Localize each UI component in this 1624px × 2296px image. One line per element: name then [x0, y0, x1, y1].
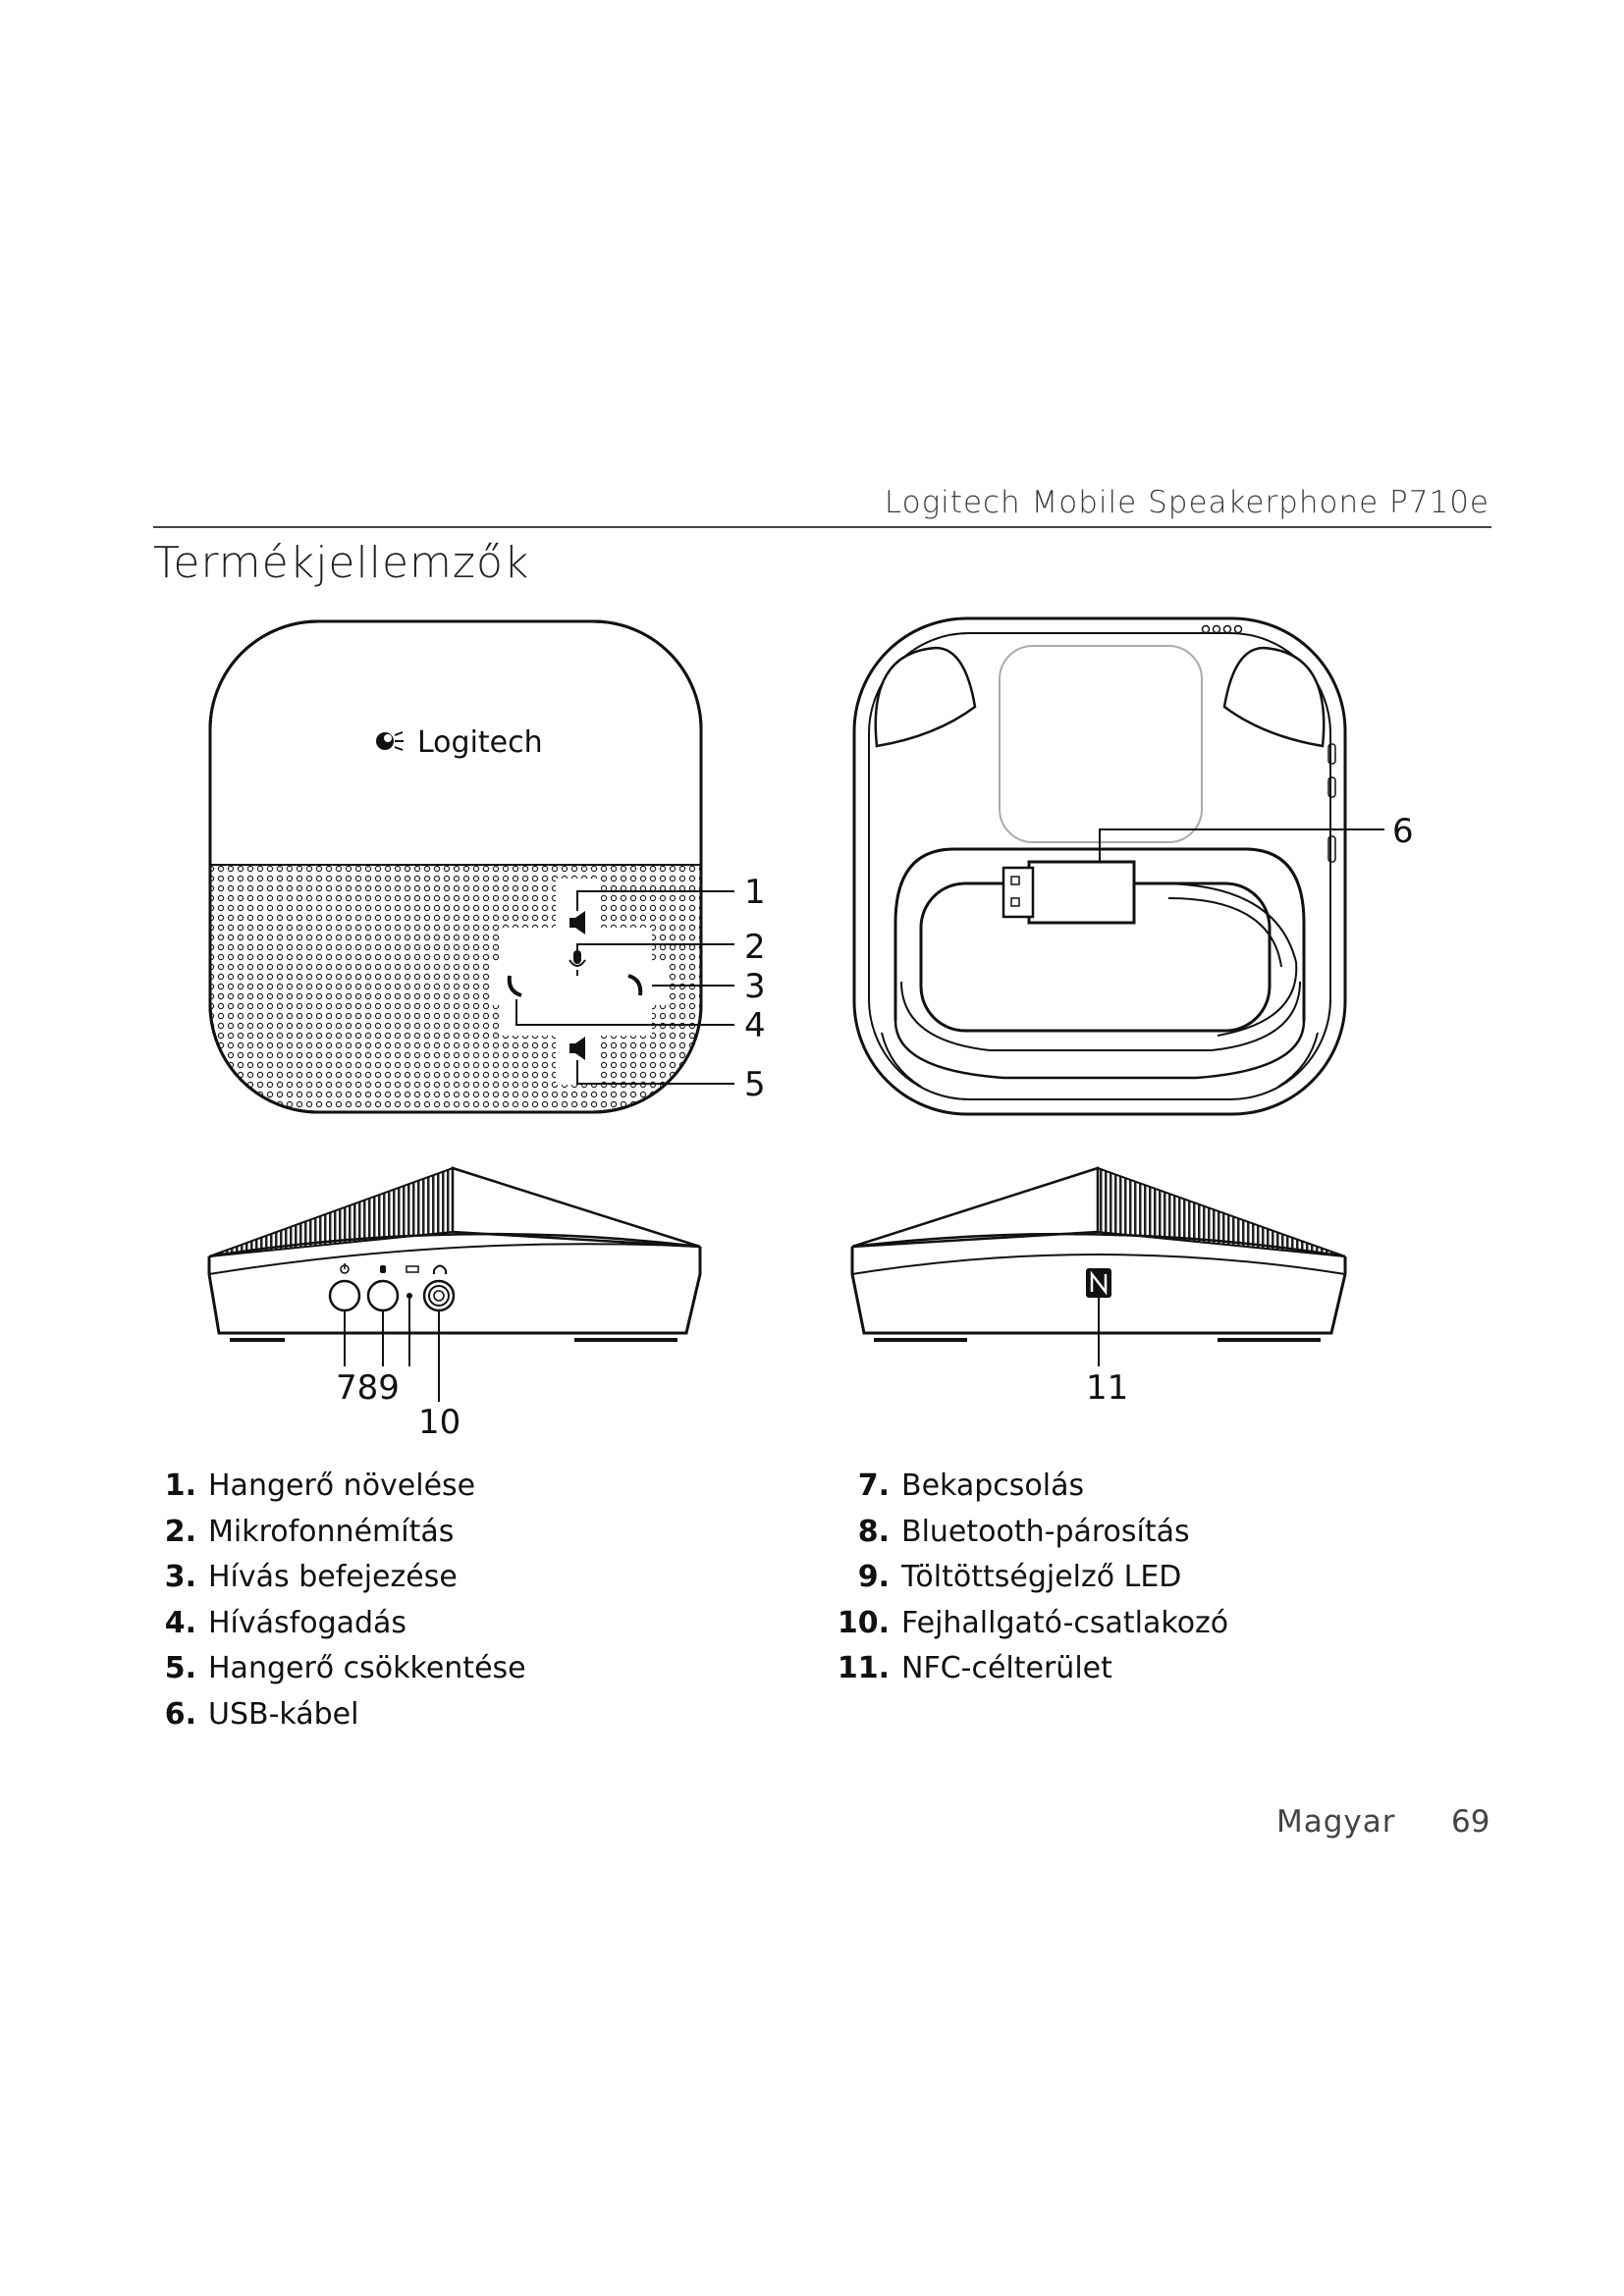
- side-view-nfc: [852, 1168, 1345, 1408]
- battery-icon: [406, 1266, 418, 1272]
- nfc-icon: [1086, 1268, 1111, 1298]
- legend-item: 10. Fejhallgató-csatlakozó: [837, 1606, 1229, 1640]
- legend-item: 4. Hívásfogadás: [164, 1606, 407, 1640]
- legend-item: 8. Bluetooth-párosítás: [857, 1515, 1190, 1549]
- callout-3: 3: [744, 967, 766, 1006]
- header-title: Logitech Mobile Speakerphone P710e: [884, 485, 1489, 520]
- callout-10: 10: [418, 1403, 461, 1442]
- legend-item: 7. Bekapcsolás: [857, 1468, 1085, 1503]
- legend-item: 9. Töltöttségjelző LED: [857, 1560, 1182, 1594]
- side-view-ports: [209, 1168, 700, 1442]
- legend-item: 11. NFC-célterület: [837, 1651, 1112, 1685]
- callout-5: 5: [744, 1065, 766, 1104]
- callout-2: 2: [744, 928, 766, 967]
- back-view: [854, 618, 1414, 1114]
- callout-1: 1: [744, 873, 766, 912]
- front-view: [210, 621, 766, 1120]
- page-number: 69: [1451, 1804, 1490, 1840]
- callout-11: 11: [1086, 1368, 1129, 1408]
- legend-item: 2. Mikrofonnémítás: [164, 1515, 455, 1549]
- legend-item: 6. USB-kábel: [164, 1697, 359, 1732]
- svg-text:Logitech: Logitech: [417, 725, 543, 760]
- legend-item: 1. Hangerő növelése: [164, 1468, 476, 1503]
- legend-item: 3. Hívás befejezése: [164, 1560, 458, 1594]
- callout-4: 4: [744, 1006, 766, 1045]
- legend-item: 5. Hangerő csökkentése: [164, 1651, 526, 1685]
- callout-789: 789: [336, 1368, 400, 1408]
- bluetooth-icon: [380, 1265, 386, 1273]
- callout-6: 6: [1392, 812, 1414, 851]
- headphones-icon: [434, 1266, 446, 1275]
- footer-language: Magyar: [1276, 1804, 1396, 1840]
- page-heading: Termékjellemzők: [153, 538, 530, 588]
